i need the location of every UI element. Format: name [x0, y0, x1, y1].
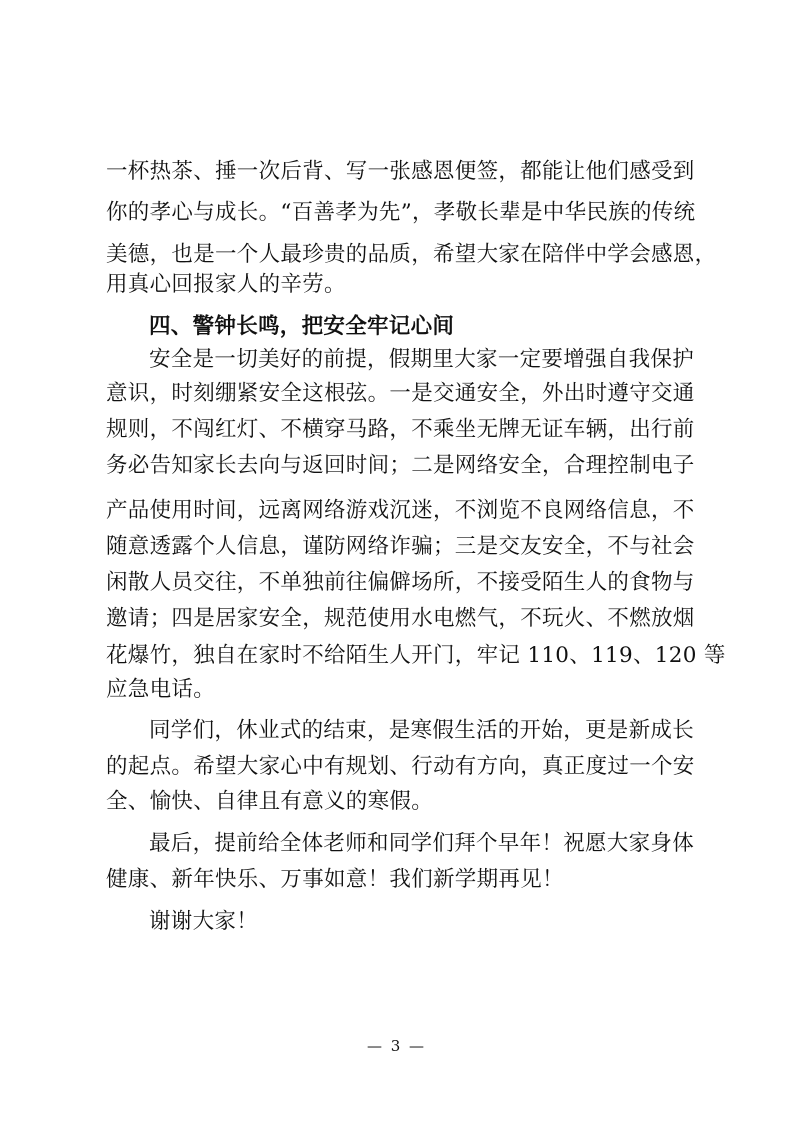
paragraph-line: 同学们，休业式的结束，是寒假生活的开始，更是新成长	[149, 718, 695, 743]
paragraph-line: 规则，不闯红灯、不横穿马路，不乘坐无牌无证车辆，出行前	[106, 417, 695, 442]
paragraph-line: 的起点。希望大家心中有规划、行动有方向，真正度过一个安	[106, 754, 695, 779]
paragraph-line: 你的孝心与成长。“百善孝为先”，孝敬长辈是中华民族的传统	[106, 200, 696, 225]
paragraph-line: 安全是一切美好的前提，假期里大家一定要增强自我保护	[149, 347, 695, 372]
paragraph-line: 邀请；四是居家安全，规范使用水电燃气，不玩火、不燃放烟	[106, 606, 695, 631]
paragraph-line: 花爆竹，独自在家时不给陌生人开门，牢记 110、119、120 等	[106, 643, 726, 668]
paragraph-line: 闲散人员交往，不单独前往偏僻场所，不接受陌生人的食物与	[106, 570, 695, 595]
paragraph-line: 一杯热茶、捶一次后背、写一张感恩便签，都能让他们感受到	[106, 159, 695, 184]
paragraph-line: 最后，提前给全体老师和同学们拜个早年！祝愿大家身体	[149, 831, 695, 856]
paragraph-line: 随意透露个人信息，谨防网络诈骗；三是交友安全，不与社会	[106, 534, 695, 559]
paragraph-line: 健康、新年快乐、万事如意！我们新学期再见！	[106, 867, 564, 892]
section-heading: 四、警钟长鸣，把安全牢记心间	[149, 314, 455, 339]
page-number: — 3 —	[366, 1037, 427, 1055]
paragraph-line: 美德，也是一个人最珍贵的品质，希望大家在陪伴中学会感恩，	[106, 242, 717, 267]
paragraph-line: 产品使用时间，远离网络游戏沉迷，不浏览不良网络信息，不	[106, 498, 695, 523]
paragraph-line: 全、愉快、自律且有意义的寒假。	[106, 789, 434, 814]
paragraph-line: 用真心回报家人的辛劳。	[106, 272, 346, 297]
paragraph-line: 意识，时刻绷紧安全这根弦。一是交通安全，外出时遵守交通	[106, 381, 695, 406]
paragraph-line: 谢谢大家！	[149, 909, 259, 934]
paragraph-line: 应急电话。	[106, 677, 216, 702]
paragraph-line: 务必告知家长去向与返回时间；二是网络安全，合理控制电子	[106, 453, 695, 478]
